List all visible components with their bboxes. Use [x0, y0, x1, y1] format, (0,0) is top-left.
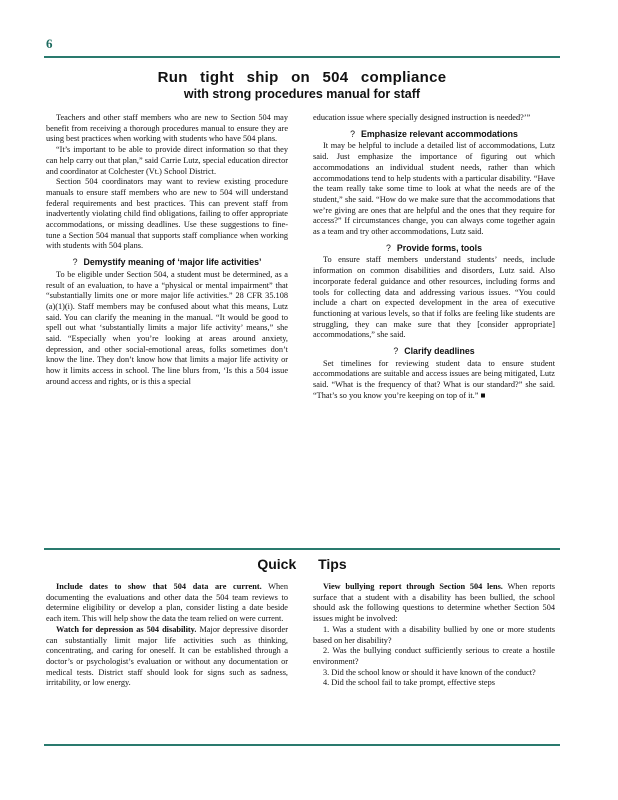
section-heading-accommodations: [313, 129, 555, 140]
heading-marker: ?: [393, 346, 399, 357]
end-mark: ■: [480, 390, 486, 400]
heading-marker: ?: [386, 242, 391, 253]
article-paragraph: To ensure staff members understand students’ needs, include information on common disabilities and disorders, Lutz said. Also incorporate federal guidance and other resources, including forms and tools for collecting data and addressing various issues. “You could include a chart on expected development in the area of executive functioning at various levels, so that if folks are feeling like students are struggling, they can make sure that they [consider appropriate] accommodations,” she said.: [313, 255, 555, 340]
section-heading-forms-tools: [313, 243, 555, 254]
tip-question: 1. Was a student with a disability bullied by one or more students based on her disability?: [313, 624, 555, 645]
quick-tips-divider: [44, 548, 560, 550]
tip-lead: View bullying report through Section 504 lens.: [323, 582, 503, 591]
tip-item: [46, 625, 288, 689]
tip-lead: Include dates to show that 504 data are current.: [56, 582, 262, 591]
headline-subtitle: with strong procedures manual for staff: [183, 87, 421, 101]
paragraph-text: Set timelines for reviewing student data to ensure student accommodations are suitable and access issues are being mitigated, Lutz said. “What is the frequency of that? What is our standard?” she said. “That’s so you know you’re keeping on top of it.”: [313, 358, 555, 400]
headline-title: Run tight ship on 504 compliance: [157, 69, 447, 86]
tip-text: When reports surface that a student with a disability has been bullied, the school should ask the following questions to determine whether Section 504 issues might be involved:: [313, 582, 555, 624]
section-heading-deadlines: [313, 346, 555, 357]
article-paragraph: To be eligible under Section 504, a student must be determined, as a result of an evaluation, to have a “physical or mental impairment” that “substantially limits one or more major life activities.” 28 CFR 35.108 (a)(1)(i). Staff members may be confused about what this means, Lutz said. You can clarify the meaning in the manual. “It would be good to spell out what ‘substantially limits a major life activity’ means,” she said. “Especially when you’re looking at areas around anxiety, depression, and other social-emotional areas, folks sometimes don’t know the line. They don’t know how that limits a major life activity or how it limits access in school. The line blurs from, ‘Is this a 504 issue around access and rights, or is this a special: [46, 269, 288, 386]
tip-lead: Watch for depression as 504 disability.: [56, 624, 197, 634]
quick-tips-title: Quick Tips: [257, 556, 347, 572]
heading-marker: ?: [350, 128, 355, 139]
tip-text: Major depressive disorder can substantially limit major life activities such as thinking, concentrating, and caring for oneself. It can be established through a doctor’s or psychologist’s evaluation or without any documentation or medical tests. District staff should look for signs such as sadness, irritability, or low energy.: [46, 624, 288, 688]
article-paragraph: Section 504 coordinators may want to review existing procedure manuals to ensure staff members who are new to 504 will understand federal requirements and best practices. This can prevent staff from inadvertently violating child find obligations, failing to offer appropriate accommodations, or missing deadlines. Use these suggestions to fine-tune a Section 504 manual that supports staff compliance when working with students with 504 plans.: [46, 177, 288, 251]
heading-text: Provide forms, tools: [396, 242, 482, 253]
page-number: 6: [46, 36, 53, 51]
heading-text: Demystify meaning of ‘major life activities’: [83, 257, 262, 268]
quick-tips-column-2: [313, 582, 555, 689]
article-paragraph: education issue where specially designed instruction is needed?’”: [313, 113, 531, 122]
bottom-divider: [44, 744, 560, 746]
article-column-1: [46, 113, 288, 388]
article-paragraph: “It’s important to be able to provide direct information so that they can help carry out that plan,” said Carrie Lutz, special education director and coordinator at Colchester (Vt.) School District.: [46, 145, 288, 176]
heading-marker: ?: [72, 257, 78, 268]
tip-text: When documenting the evaluations and other data the 504 team reviews to determine eligibility or develop a plan, consider listing a date beside each item. This will help show the data the team relied on were current.: [46, 582, 288, 624]
tip-item: [46, 582, 288, 625]
article-paragraph: [313, 359, 555, 402]
article-paragraph: Teachers and other staff members who are new to Section 504 may benefit from receiving a thorough procedures manual to ensure they are using best practices when working with students who have 504 plans.: [46, 113, 288, 144]
tip-question: 2. Was the bullying conduct sufficiently serious to create a hostile environment?: [313, 646, 555, 666]
section-heading-major-life-activities: [46, 257, 288, 268]
article-headline: [44, 68, 560, 102]
tip-question: 4. Did the school fail to take prompt, effective steps: [323, 678, 495, 688]
article-column-2: [313, 113, 555, 402]
quick-tips-column-1: [46, 582, 288, 689]
heading-text: Clarify deadlines: [404, 346, 475, 357]
tip-item: [313, 582, 555, 625]
tip-question: 3. Did the school know or should it have known of the conduct?: [323, 667, 536, 677]
heading-text: Emphasize relevant accommodations: [360, 128, 518, 139]
top-divider: [44, 56, 560, 58]
article-paragraph: It may be helpful to include a detailed list of accommodations, Lutz said. Just emphasize the importance of figuring out which accommodations an individual student needs, rather than which accommodations tend to help students with a particular disability. “Have the team really take some time to look at what the needs are of the student,” she said. “How do we make sure that the accommodations that we’re giving are ones that are helpful and the ones that they require for access?” If circumstances change, you can always come together again as a team and try other accommodations, Lutz said.: [313, 141, 555, 237]
